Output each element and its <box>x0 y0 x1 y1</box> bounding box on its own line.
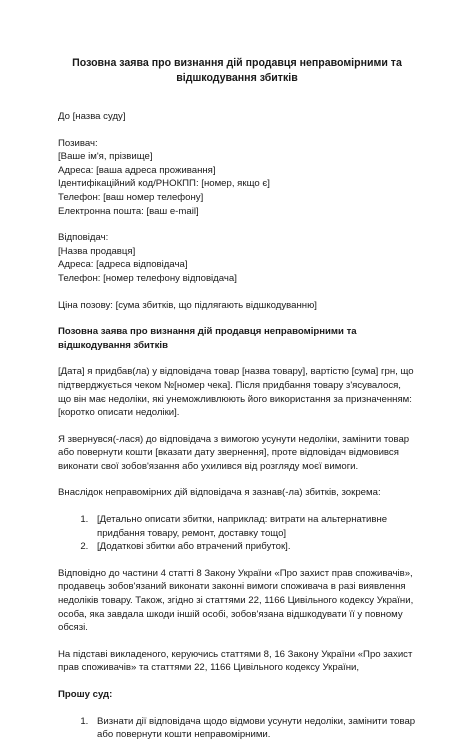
damages-item: 1. [Детально описати збитки, наприклад: витрати на альтернативне придбання товару, ремонт, доставку тощо] <box>91 513 416 540</box>
paragraph-legal-basis: Відповідно до частини 4 статті 8 Закону України «Про захист прав споживачів», продавець зобов'язаний виконати законні вимоги споживача в разі виявлення недоліків товару. Також, згідно зі статтями 22, 1166 Цивільного кодексу України, особа, яка завдала шкоди іншій особі, зобов'язана відшкодувати її у повному обсязі. <box>58 567 414 634</box>
defendant-phone: Телефон: [номер телефону відповідача] <box>58 272 237 284</box>
defendant-heading: Відповідач: <box>58 232 109 244</box>
requests-list <box>58 715 416 742</box>
claim-price: Ціна позову: [сума збитків, що підлягають відшкодуванню] <box>58 299 317 311</box>
request-item: 1. Визнати дії відповідача щодо відмови усунути недоліки, замінити товар або повернути кошти неправомірними. <box>91 715 416 742</box>
plaintiff-phone: Телефон: [ваш номер телефону] <box>58 191 204 203</box>
claim-subtitle: Позовна заява про визнання дій продавця неправомірними та відшкодування збитків <box>58 326 357 351</box>
plaintiff-heading: Позивач: <box>58 137 98 149</box>
plaintiff-email: Електронна пошта: [ваш e-mail] <box>58 205 199 217</box>
paragraph-grounds: На підставі викладеного, керуючись статтями 8, 16 Закону України «Про захист прав споживачів» та статтями 22, 1166 Цивільного кодексу України, <box>58 648 413 674</box>
damages-list <box>58 513 416 554</box>
defendant-block <box>58 231 416 285</box>
damages-item: 2. [Додаткові збитки або втрачений прибуток]. <box>91 540 416 554</box>
plaintiff-tax-id: Ідентифікаційний код/РНОКПП: [номер, якщо є] <box>58 178 270 190</box>
plaintiff-block <box>58 137 416 219</box>
plaintiff-name: [Ваше ім'я, прізвище] <box>58 151 153 163</box>
defendant-name: [Назва продавця] <box>58 245 136 257</box>
paragraph-purchase: [Дата] я придбав(ла) у відповідача товар [назва товару], вартістю [сума] грн, що підтверджується чеком №[номер чека]. Після придбання товару з'ясувалося, що він має недоліки, які унеможливлюють його використання за призначенням: [коротко описати недоліки]. <box>58 366 414 419</box>
document-title: Позовна заява про визнання дій продавця неправомірними та відшкодування збитків <box>72 57 402 84</box>
paragraph-request: Я звернувся(-лася) до відповідача з вимогою усунути недоліки, замінити товар або повернути кошти [вказати дату звернення], проте відповідач відмовився виконати свої зобов'язання або ухилився від розгляду моєї вимоги. <box>58 433 410 472</box>
plaintiff-address: Адреса: [ваша адреса проживання] <box>58 164 216 176</box>
court-line: До [назва суду] <box>58 111 126 122</box>
paragraph-damages-intro: Внаслідок неправомірних дій відповідача я зазнав(-ла) збитків, зокрема: <box>58 487 381 499</box>
defendant-address: Адреса: [адреса відповідача] <box>58 259 188 271</box>
request-heading: Прошу суд: <box>58 689 113 700</box>
